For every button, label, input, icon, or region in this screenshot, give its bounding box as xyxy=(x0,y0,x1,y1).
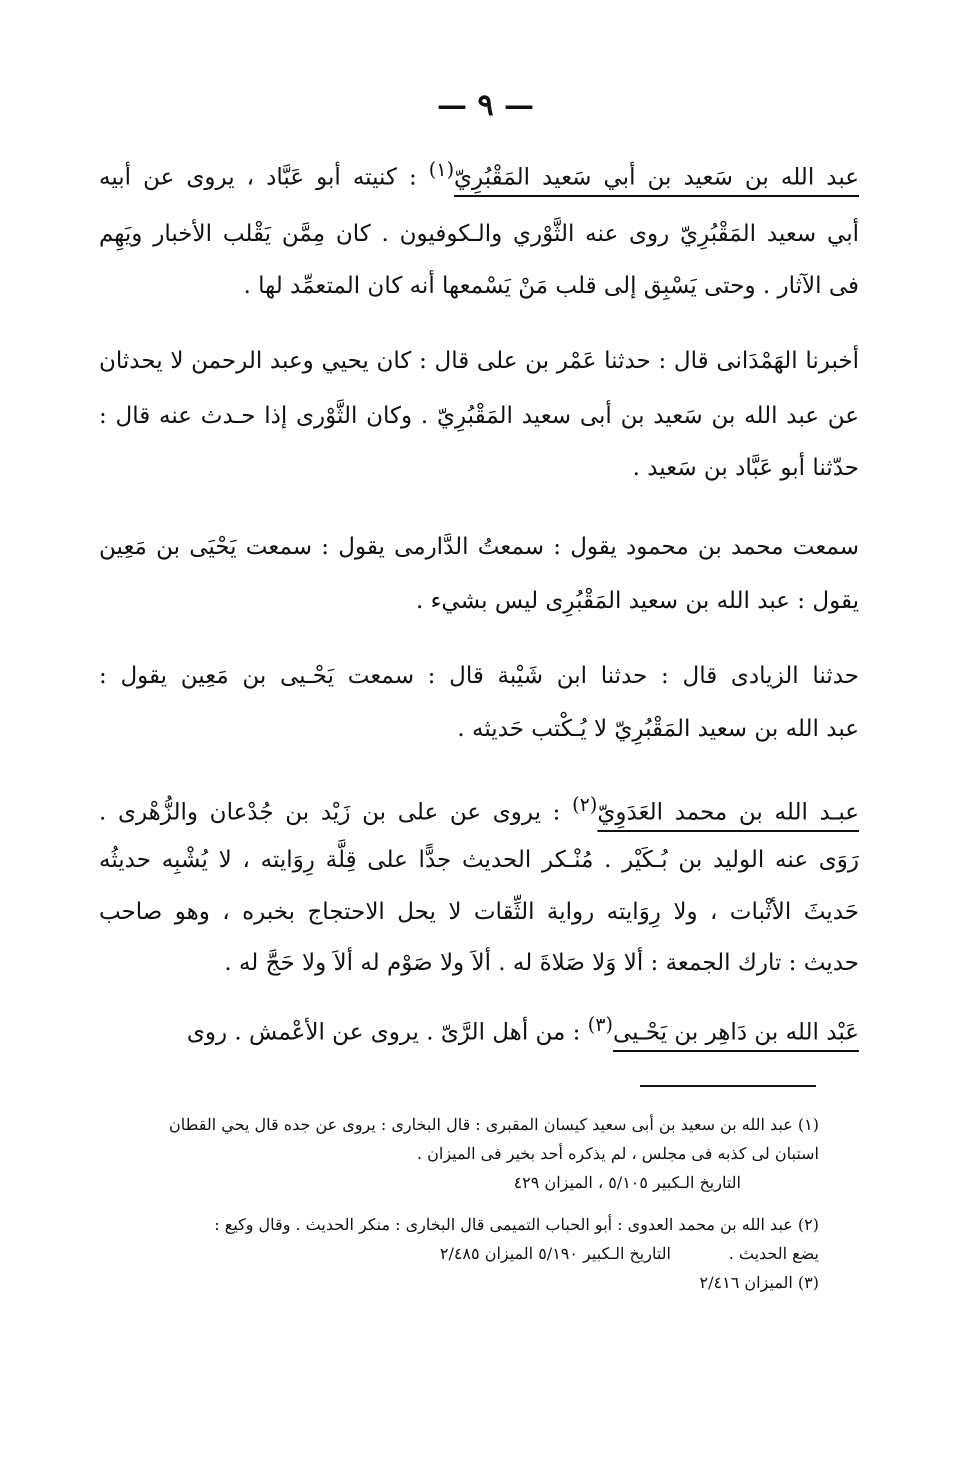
footnote-marker: (٣) xyxy=(587,1013,613,1036)
text-line xyxy=(99,448,859,488)
text-line xyxy=(99,892,859,932)
footnote-divider xyxy=(640,1085,816,1087)
page-number: — ٩ — xyxy=(436,88,535,123)
text-line xyxy=(99,1005,859,1053)
text-span: يقول : عبد الله بن سعيد المَقْبُرِى ليس بشيء . xyxy=(416,588,859,614)
text-line xyxy=(99,581,859,621)
text-span: : يروى عن على بن زَيْد بن جُدْعان والزُّهْرى . xyxy=(99,799,573,826)
footnote-line: التاريخ الـكبير ٥/١٩٠ الميزان ٢/٤٨٥ xyxy=(439,1244,671,1263)
footnote-line: التاريخ الـكبير ٥/١٠٥ ، الميزان ٤٢٩ xyxy=(513,1173,741,1192)
footnote-line: يضع الحديث . xyxy=(728,1244,819,1263)
text-line xyxy=(99,785,859,833)
text-line xyxy=(99,214,859,254)
text-span: أبي سعيد المَقْبُرِيّ روى عنه الثَّوْري والـكوفيون . كان مِمَّن يَقْلب الأخبار ويَهِم xyxy=(99,221,859,247)
text-span: سمعت محمد بن محمود يقول : سمعتُ الدَّارمى يقول : سمعت يَحْيَى بن مَعِين xyxy=(99,534,859,560)
footnote-line: استبان لى كذبه فى مجلس ، لم يذكره أحد بخير فى الميزان . xyxy=(416,1144,819,1163)
text-line xyxy=(99,840,859,880)
text-span: أخبرنا الهَمْدَانى قال : حدثنا عَمْر بن على قال : كان يحيي وعبد الرحمن لا يحدثان xyxy=(99,348,859,374)
text-span: حدّثنا أبو عَبَّاد بن سَعيد . xyxy=(632,455,859,481)
entry-heading: عبـد الله بن محمد العَدَوِيّ xyxy=(597,799,859,826)
footnote-marker: (١) xyxy=(428,158,455,181)
footnote-marker: (٢) xyxy=(572,793,598,816)
text-span: حديث : تارك الجمعة : ألا وَلا صَلاةَ له . ألاَ ولا صَوْم له ألاَ ولا حَجَّ له . xyxy=(224,950,859,976)
text-line xyxy=(99,150,859,198)
text-span: حدثنا الزيادى قال : حدثنا ابن شَيْبة قال : سمعت يَحْـيى بن مَعِين يقول : xyxy=(99,663,859,689)
text-span: : كنيته أبو عَبَّاد ، يروى عن أبيه xyxy=(99,164,429,191)
text-span: فى الآثار . وحتى يَسْبِق إلى قلب مَنْ يَسْمعها أنه كان المتعمِّد لها . xyxy=(243,273,859,299)
text-line xyxy=(99,709,859,749)
text-line xyxy=(99,527,859,567)
text-line xyxy=(99,266,859,306)
text-span: : من أهل الرَّىّ . يروى عن الأعْمش . روى xyxy=(186,1019,588,1046)
text-line xyxy=(99,943,859,983)
text-span: عبد الله بن سعيد المَقْبُرِيّ لا يُـكْتب حَديثه . xyxy=(457,716,859,742)
footnote-line: (١) عبد الله بن سعيد بن أبى سعيد كيسان المقبرى : قال البخارى : يروى عن جده قال يحي القطان xyxy=(169,1115,819,1134)
entry-heading: عبد الله بن سَعيد بن أبي سَعيد المَقْبُرِيّ xyxy=(454,164,859,191)
text-span: حَديثَ الأثْبات ، ولا رِوَايته رواية الثِّقات لا يحل الاحتجاج بخبره ، وهو صاحب xyxy=(99,899,859,925)
text-span: عن عبد الله بن سَعيد بن أبى سعيد المَقْبُرِيّ . وكان الثَّوْرى إذا حـدث عنه قال : xyxy=(99,403,859,429)
text-line xyxy=(99,656,859,696)
footnote-line: (٢) عبد الله بن محمد العدوى : أبو الحباب التميمى قال البخارى : منكر الحديث . وقال وكيع : xyxy=(214,1215,819,1234)
entry-heading: عَبْد الله بن دَاهِر بن يَحْـيى xyxy=(612,1019,859,1046)
text-line xyxy=(99,396,859,436)
footnote-line: (٣) الميزان ٢/٤١٦ xyxy=(699,1273,819,1292)
text-span: رَوَى عنه الوليد بن بُـكَيْر . مُنْـكر الحديث جدًّا على قِلَّة رِوَايته ، لا يُشْبِه حديثُه xyxy=(99,847,859,873)
text-line xyxy=(99,341,859,381)
